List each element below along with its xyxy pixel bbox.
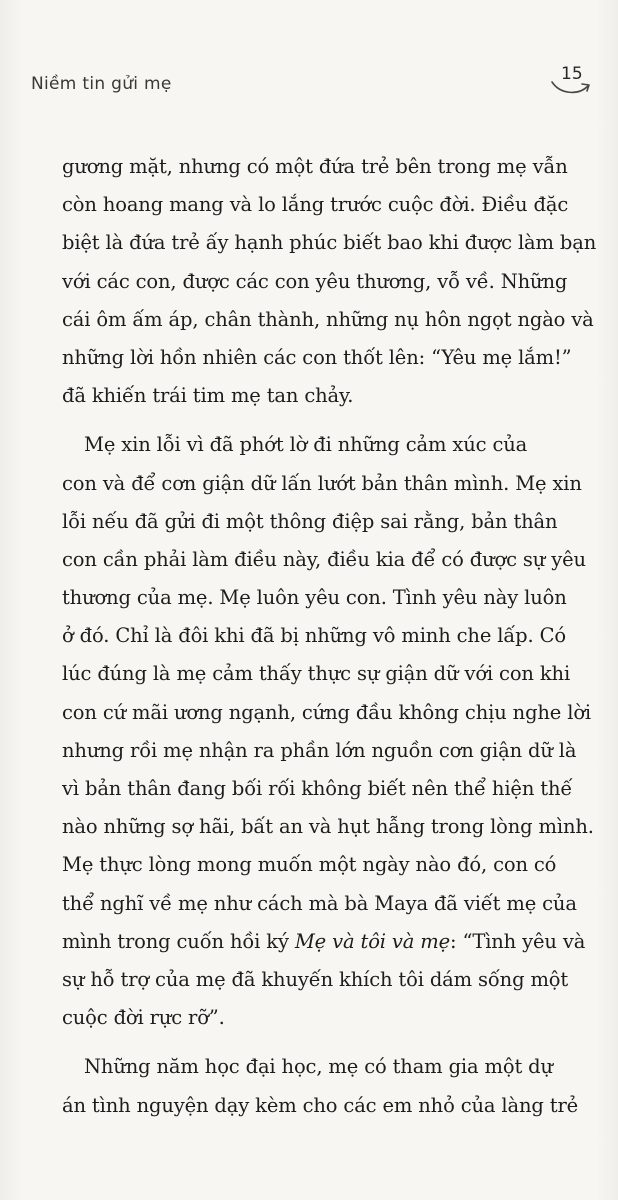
text-line: vì bản thân đang bối rối không biết nên thể hiện thế: [62, 777, 573, 800]
page-number: 15: [561, 64, 583, 84]
swoosh-arrow-icon: [548, 60, 600, 100]
paragraph-gap: [62, 415, 574, 426]
text-line: những lời hồn nhiên các con thốt lên: “Yêu mẹ lắm!”: [62, 345, 572, 369]
paragraph-3: [62, 1048, 579, 1124]
text-line-with-book-title: [62, 923, 586, 961]
text-line: con cần phải làm điều này, điều kia để có được sự yêu: [62, 547, 586, 571]
text-line: con và để cơn giận dữ lấn lướt bản thân mình. Mẹ xin: [62, 471, 582, 495]
text-line: con cứ mãi ương ngạnh, cứng đầu không chịu nghe lời: [62, 700, 592, 724]
text-fragment: mình trong cuốn hồi ký: [62, 929, 295, 953]
text-line: sự hỗ trợ của mẹ đã khuyến khích tôi dám sống một: [62, 967, 569, 991]
text-line: án tình nguyện dạy kèm cho các em nhỏ của làng trẻ: [62, 1093, 579, 1117]
text-line: còn hoang mang và lo lắng trước cuộc đời. Điều đặc: [62, 193, 569, 217]
page-number-marker: [548, 60, 600, 100]
text-fragment: : “Tình yêu và: [450, 929, 586, 953]
text-line: Mẹ xin lỗi vì đã phớt lờ đi những cảm xúc của: [84, 433, 528, 457]
text-line: đã khiến trái tim mẹ tan chảy.: [62, 384, 354, 408]
text-line: biệt là đứa trẻ ấy hạnh phúc biết bao khi được làm bạn: [62, 231, 597, 255]
text-line: lỗi nếu đã gửi đi một thông điệp sai rằng, bản thân: [62, 509, 558, 533]
text-line: Những năm học đại học, mẹ có tham gia một dự: [84, 1055, 553, 1079]
text-line: Mẹ thực lòng mong muốn một ngày nào đó, con có: [62, 853, 557, 877]
text-line: lúc đúng là mẹ cảm thấy thực sự giận dữ với con khi: [62, 662, 571, 686]
text-line: cái ôm ấm áp, chân thành, những nụ hôn ngọt ngào và: [62, 307, 594, 331]
text-line: thể nghĩ về mẹ như cách mà bà Maya đã viết mẹ của: [62, 891, 577, 915]
paragraph-gap: [62, 1037, 574, 1048]
text-line: gương mặt, nhưng có một đứa trẻ bên trong mẹ vẫn: [62, 155, 568, 178]
book-title: Mẹ và tôi và mẹ: [294, 929, 451, 953]
paragraph-1: [62, 148, 597, 415]
text-line: nhưng rồi mẹ nhận ra phần lớn nguồn cơn giận dữ là: [62, 738, 577, 762]
running-header: Niềm tin gửi mẹ: [31, 74, 172, 94]
body-text: [62, 148, 597, 1125]
text-line: ở đó. Chỉ là đôi khi đã bị những vô minh che lấp. Có: [62, 624, 566, 648]
text-line: cuộc đời rực rỡ”.: [62, 1006, 225, 1030]
text-line: thương của mẹ. Mẹ luôn yêu con. Tình yêu này luôn: [62, 586, 567, 610]
text-line: với các con, được các con yêu thương, vỗ về. Những: [62, 269, 568, 293]
text-line: nào những sợ hãi, bất an và hụt hẫng trong lòng mình.: [62, 815, 594, 839]
paragraph-2: [62, 426, 594, 1037]
